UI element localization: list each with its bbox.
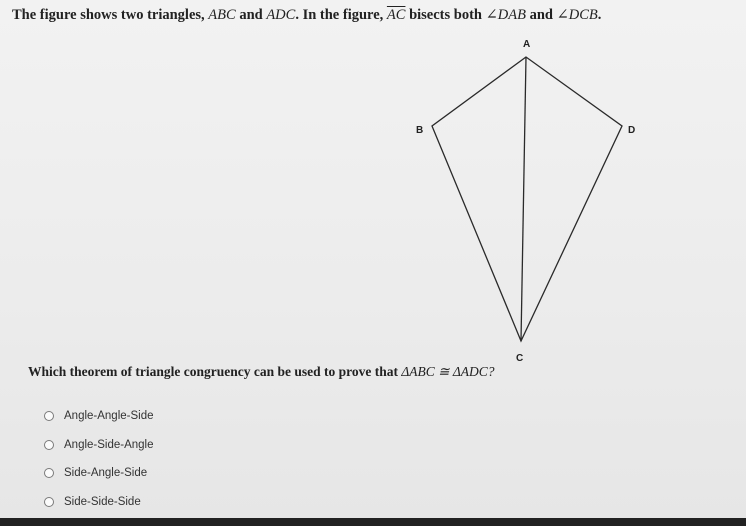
option-label: Angle-Angle-Side (64, 410, 154, 423)
triangle-adc-label: ADC (266, 7, 296, 23)
radio-button[interactable] (44, 411, 54, 421)
screen-bottom-edge (0, 518, 746, 526)
question-part-5: and (525, 7, 557, 23)
radio-button[interactable] (44, 497, 54, 507)
option-side-side-side[interactable] (44, 488, 154, 517)
radio-button[interactable] (44, 440, 54, 450)
vertex-label-c: C (516, 353, 524, 364)
option-label: Side-Angle-Side (64, 467, 148, 480)
option-side-angle-side[interactable] (44, 459, 154, 488)
vertex-label-a: A (523, 39, 531, 50)
prompt-question: Which theorem of triangle congruency can be used to prove that (28, 364, 402, 379)
quadrilateral-abcd (432, 57, 622, 341)
triangle-abc-label: ABC (208, 7, 236, 23)
segment-ac-label: $\overline{AC}$ (386, 7, 406, 23)
option-label: Angle-Side-Angle (64, 438, 154, 451)
congruence-statement: ΔABC ≅ ΔADC? (401, 364, 495, 379)
diagonal-ac (521, 57, 526, 341)
angle-dcb-label: ∠DCB (556, 7, 598, 23)
option-angle-angle-side[interactable] (44, 402, 154, 431)
vertex-label-d: D (628, 125, 636, 136)
vertex-label-b: B (416, 125, 424, 136)
radio-button[interactable] (44, 468, 54, 478)
angle-dab-label: ∠DAB (485, 7, 526, 23)
question-text (12, 7, 732, 24)
question-part-1: The figure shows two triangles, (12, 7, 209, 23)
question-part-6: . (597, 7, 602, 23)
question-part-2: and (235, 7, 267, 23)
answer-options (44, 402, 154, 516)
question-part-3: . In the figure, (295, 7, 387, 23)
option-label: Side-Side-Side (64, 495, 141, 508)
prompt-text (28, 364, 495, 380)
option-angle-side-angle[interactable] (44, 431, 154, 460)
question-part-4: bisects both (405, 7, 486, 23)
